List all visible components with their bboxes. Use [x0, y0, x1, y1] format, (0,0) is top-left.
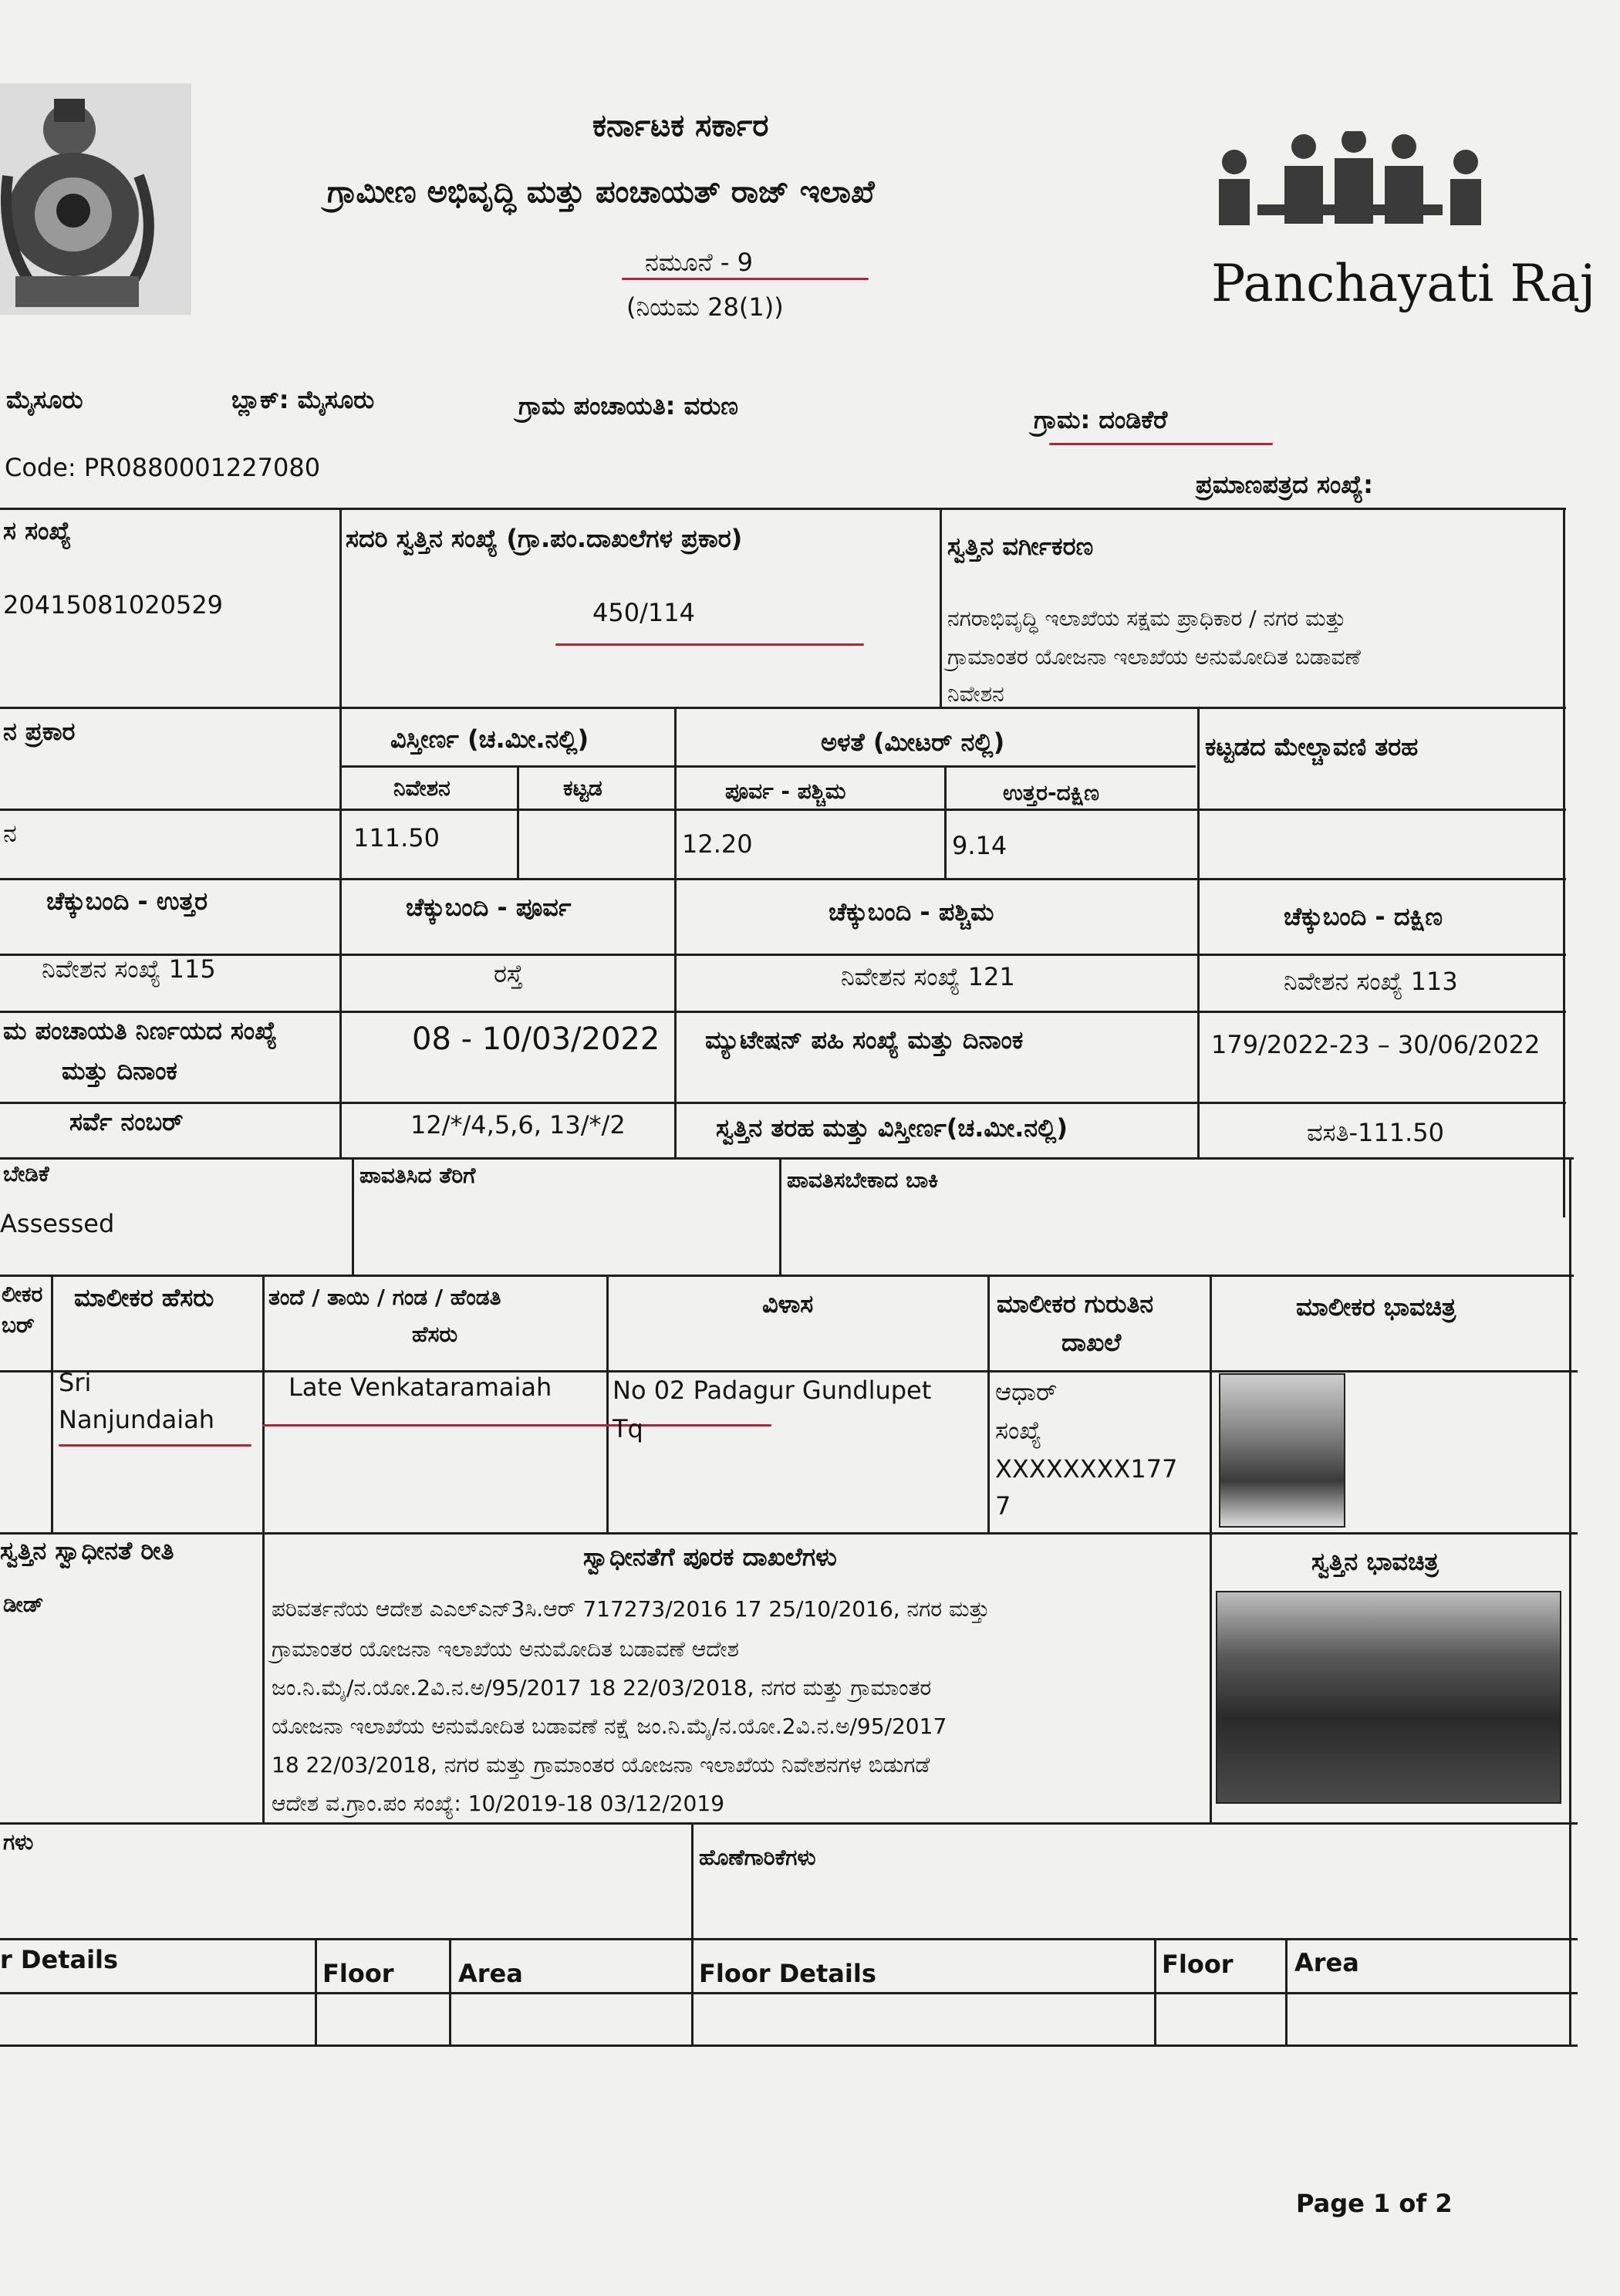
address-line-2: Tq — [613, 1414, 643, 1443]
liabilities-left-label: ಗಳು — [3, 1829, 34, 1855]
owner-name-line-2: Nanjundaiah — [59, 1405, 214, 1434]
property-nature-label: ಸ್ವತ್ತಿನ ತರಹ ಮತ್ತು ವಿಸ್ತೀರ್ಣ(ಚ.ಮೀ.ನಲ್ಲಿ) — [716, 1113, 1068, 1143]
certificate-number-label: ಪ್ರಮಾಣಪತ್ರದ ಸಂಖ್ಯೆ: — [1196, 470, 1373, 499]
department-title: ಗ್ರಾಮೀಣ ಅಭಿವೃದ್ಧಿ ಮತ್ತು ಪಂಚಾಯತ್ ರಾಜ್ ಇಲಾಖೆ — [327, 174, 875, 210]
address-line-1: No 02 Padagur Gundlupet — [613, 1376, 932, 1405]
address-label: ವಿಳಾಸ — [762, 1289, 814, 1319]
area-left-label: Area — [458, 1959, 523, 1988]
gp-label: ಗ್ರಾಮ ಪಂಚಾಯತಿ: ವರುಣ — [518, 391, 738, 420]
east-boundary-label: ಚೆಕ್ಕುಬಂದಿ - ಪೂರ್ವ — [406, 893, 572, 922]
classification-line-2: ಗ್ರಾಮಾಂತರ ಯೋಜನಾ ಇಲಾಖೆಯ ಅನುಮೋದಿತ ಬಡಾವಣೆ — [947, 644, 1361, 670]
construction-type-label: ಕಟ್ಟಡದ ಮೇಲ್ಚಾವಣಿ ತರಹ — [1205, 732, 1419, 761]
property-code: Code: PR0880001227080 — [5, 453, 321, 482]
form-underline — [622, 278, 869, 280]
ownership-mode-value: ಡೀಡ್ — [3, 1592, 44, 1617]
property-nature-value: ವಸತಿ-111.50 — [1307, 1118, 1445, 1147]
resolution-label-line-1: ಮ ಪಂಚಾಯತಿ ನಿರ್ಣಯದ ಸಂಖ್ಯೆ — [3, 1016, 278, 1045]
village-underline — [1049, 443, 1273, 445]
property-type-value: ನ — [3, 819, 17, 848]
classification-line-1: ನಗರಾಭಿವೃದ್ಧಿ ಇಲಾಖೆಯ ಸಕ್ಷಮ ಪ್ರಾಧಿಕಾರ / ನಗರ ಮತ್ತು — [947, 606, 1346, 631]
page-number: Page 1 of 2 — [1296, 2189, 1453, 2218]
north-boundary-value: ನಿವೇಶನ ಸಂಖ್ಯೆ 115 — [42, 954, 216, 984]
floor-left-label: Floor — [322, 1959, 394, 1988]
supporting-docs-line-6: ಆದೇಶ ವ.ಗ್ರಾಂ.ಪಂ ಸಂಖ್ಯೆ: 10/2019-18 03/12/2019 — [272, 1791, 725, 1816]
rule-number: (ನಿಯಮ 28(1)) — [626, 292, 784, 322]
owner-name-label: ಮಾಲೀಕರ ಹೆಸರು — [74, 1283, 214, 1312]
ownership-mode-label: ಸ್ವತ್ತಿನ ಸ್ವಾಧೀನತೆ ರೀತಿ — [0, 1536, 174, 1565]
owner-id-line-1: ಆಧಾರ್ — [995, 1377, 1058, 1406]
supporting-docs-label: ಸ್ವಾಧೀನತೆಗೆ ಪೂರಕ ದಾಖಲೆಗಳು — [583, 1542, 837, 1572]
property-photo-label: ಸ್ವತ್ತಿನ ಭಾವಚಿತ್ರ — [1311, 1547, 1439, 1576]
site-area-label: ನಿವೇಶನ — [393, 775, 451, 801]
owner-photo — [1219, 1373, 1345, 1528]
survey-number-value: 12/*/4,5,6, 13/*/2 — [410, 1110, 626, 1140]
gp-number-underline — [555, 643, 864, 646]
relation-name-value: Late Venkataramaiah — [289, 1373, 552, 1402]
owner-id-line-3: XXXXXXXX177 — [995, 1454, 1178, 1484]
demand-label: ಬೇಡಿಕೆ — [3, 1161, 49, 1187]
brand-title: Panchayati Raj — [1211, 254, 1596, 313]
demand-value: Assessed — [0, 1209, 115, 1238]
owner-id-line-2: ಸಂಖ್ಯೆ — [995, 1416, 1042, 1445]
block-label: ಬ್ಲಾಕ್: ಮೈಸೂರು — [231, 385, 375, 414]
tax-paid-label: ಪಾವತಿಸಿದ ತೆರಿಗೆ — [359, 1163, 476, 1188]
village-label: ಗ್ರಾಮ: ದಂಡಿಕೆರೆ — [1034, 405, 1168, 434]
supporting-docs-line-5: 18 22/03/2018, ನಗರ ಮತ್ತು ಗ್ರಾಮಾಂತರ ಯೋಜನಾ ಇಲಾಖೆಯ ನಿವೇಶನಗಳ ಬಿಡುಗಡೆ — [272, 1752, 930, 1778]
site-area-value: 111.50 — [353, 823, 440, 853]
owner-id-label-1: ಮಾಲೀಕರ ಗುರುತಿನ — [997, 1289, 1154, 1319]
tax-due-label: ಪಾವತಿಸಬೇಕಾದ ಬಾಕಿ — [787, 1167, 939, 1193]
east-west-value: 12.20 — [682, 829, 753, 859]
north-south-label: ಉತ್ತರ-ದಕ್ಷಿಣ — [1003, 780, 1099, 805]
supporting-docs-line-1: ಪರಿವರ್ತನೆಯ ಆದೇಶ ಎಎಲ್ಎನ್3ಸಿ.ಆರ್ 717273/2016 17 25/10/2016, ನಗರ ಮತ್ತು — [272, 1596, 990, 1622]
resolution-label-line-2: ಮತ್ತು ದಿನಾಂಕ — [62, 1056, 177, 1086]
supporting-docs-line-2: ಗ್ರಾಮಾಂತರ ಯೋಜನಾ ಇಲಾಖೆಯ ಅನುಮೋದಿತ ಬಡಾವಣೆ ಆದೇಶ — [272, 1636, 739, 1662]
classification-label: ಸ್ವತ್ತಿನ ವರ್ಗೀಕರಣ — [947, 532, 1094, 561]
govt-title: ಕರ್ನಾಟಕ ಸರ್ಕಾರ — [592, 108, 769, 144]
property-type-label: ನ ಪ್ರಕಾರ — [3, 717, 76, 746]
south-boundary-value: ನಿವೇಶನ ಸಂಖ್ಯೆ 113 — [1284, 967, 1458, 996]
floor-details-right-label: Floor Details — [699, 1959, 876, 1988]
relation-name-label-2: ಹೆಸರು — [412, 1322, 458, 1347]
north-boundary-label: ಚೆಕ್ಕುಬಂದಿ - ಉತ್ತರ — [46, 886, 208, 916]
owner-number-label-1: ಲೀಕರ — [2, 1281, 43, 1307]
south-boundary-label: ಚೆಕ್ಕುಬಂದಿ - ದಕ್ಷಿಣ — [1284, 902, 1443, 931]
property-id-value: 20415081020529 — [3, 590, 224, 620]
north-south-value: 9.14 — [952, 831, 1007, 860]
building-area-label: ಕಟ್ಟಡ — [563, 775, 602, 801]
relation-name-label-1: ತಂದೆ / ತಾಯಿ / ಗಂಡ / ಹೆಂಡತಿ — [268, 1285, 501, 1310]
area-label: ವಿಸ್ತೀರ್ಣ (ಚ.ಮೀ.ನಲ್ಲಿ) — [390, 724, 589, 754]
west-boundary-value: ನಿವೇಶನ ಸಂಖ್ಯೆ 121 — [841, 962, 1015, 991]
property-id-label: ಸ ಸಂಖ್ಯೆ — [3, 516, 72, 545]
owner-name-underline — [59, 1444, 251, 1447]
classification-line-3: ನಿವೇಶನ — [947, 681, 1004, 707]
owner-name-line-1: Sri — [59, 1368, 92, 1397]
owner-id-label-2: ದಾಖಲೆ — [1061, 1328, 1122, 1357]
district-label: ಮೈಸೂರು — [6, 385, 83, 414]
mutation-label: ಮ್ಯುಟೇಷನ್ ಪಹಿ ಸಂಖ್ಯೆ ಮತ್ತು ದಿನಾಂಕ — [705, 1025, 1024, 1055]
panchayati-raj-logo — [1211, 131, 1489, 247]
measurement-label: ಅಳತೆ (ಮೀಟರ್ ನಲ್ಲಿ) — [821, 728, 1005, 757]
area-right-label: Area — [1294, 1948, 1359, 1977]
state-emblem — [0, 83, 191, 315]
survey-number-label: ಸರ್ವೆ ನಂಬರ್ — [69, 1107, 184, 1136]
form-number: ನಮೂನೆ - 9 — [645, 248, 753, 277]
east-boundary-value: ರಸ್ತೆ — [494, 959, 523, 988]
relation-underline — [262, 1424, 771, 1427]
owner-photo-label: ಮಾಲೀಕರ ಭಾವಚಿತ್ರ — [1296, 1292, 1456, 1322]
resolution-value: 08 - 10/03/2022 — [412, 1021, 660, 1057]
mutation-value: 179/2022-23 – 30/06/2022 — [1211, 1030, 1541, 1059]
floor-right-label: Floor — [1162, 1950, 1234, 1979]
east-west-label: ಪೂರ್ವ - ಪಶ್ಚಿಮ — [725, 778, 846, 804]
owner-id-line-4: 7 — [995, 1491, 1011, 1521]
owner-number-label-2: ಬರ್ — [2, 1312, 35, 1338]
gp-number-label: ಸದರಿ ಸ್ವತ್ತಿನ ಸಂಖ್ಯೆ (ಗ್ರಾ.ಪಂ.ದಾಖಲೆಗಳ ಪ್ರಕಾರ) — [346, 524, 743, 553]
property-photo — [1216, 1591, 1561, 1804]
floor-details-left-label: r Details — [0, 1945, 119, 1974]
supporting-docs-line-3: ಜಂ.ನಿ.ಮೈ/ನ.ಯೋ.2ವಿ.ನ.ಅ/95/2017 18 22/03/2018, ನಗರ ಮತ್ತು ಗ್ರಾಮಾಂತರ — [272, 1675, 932, 1700]
gp-number-value: 450/114 — [592, 598, 695, 627]
west-boundary-label: ಚೆಕ್ಕುಬಂದಿ - ಪಶ್ಚಿಮ — [829, 897, 994, 927]
liabilities-label: ಹೊಣೆಗಾರಿಕೆಗಳು — [699, 1845, 816, 1870]
supporting-docs-line-4: ಯೋಜನಾ ಇಲಾಖೆಯ ಅನುಮೋದಿತ ಬಡಾವಣೆ ನಕ್ಷೆ ಜಂ.ನಿ.ಮೈ/ನ.ಯೋ.2ವಿ.ನ.ಅ/95/2017 — [272, 1714, 947, 1739]
